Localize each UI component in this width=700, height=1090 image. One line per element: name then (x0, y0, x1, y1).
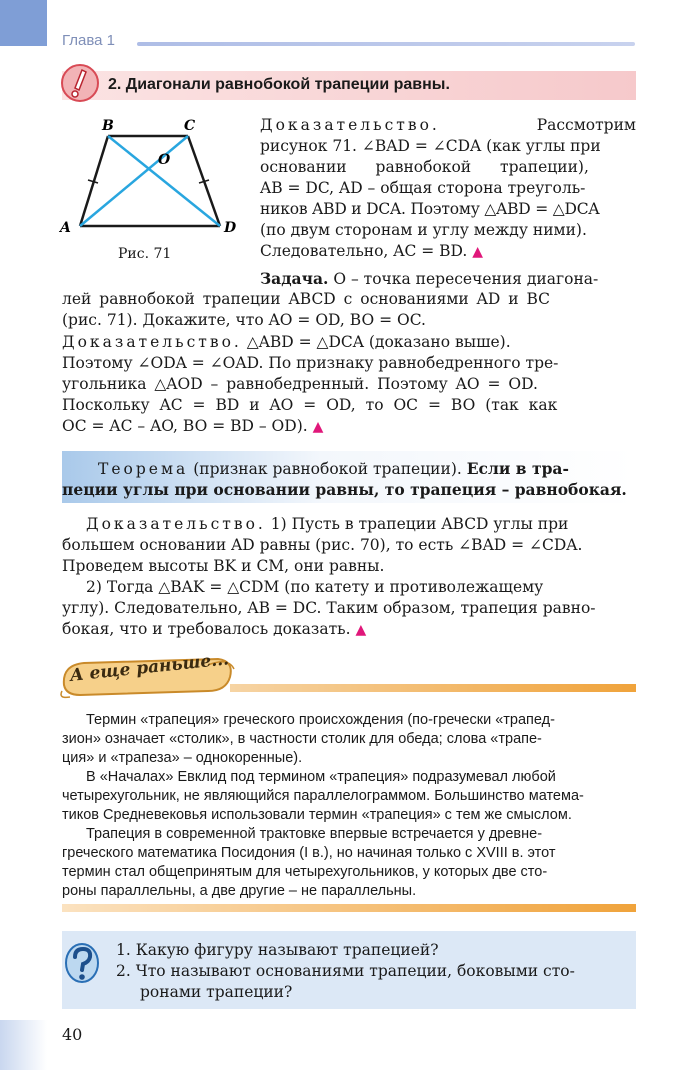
proof-3: Доказательство. 1) Пусть в трапеции ABCD углы при большем основании AD равны (рис. 70), то есть ∠BAD = ∠CDA. Проведем высоты BK и CM, они равны. 2) Тогда △BAK = △CDM (по катету и противолежащему углу). Следовательно, AB = DC. Таким образом, трапеция равно- бокая, что и требовалось доказать. ▲ (62, 515, 596, 638)
question-1: 1. Какую фигуру называют трапецией? (116, 941, 439, 959)
label-C: C (184, 118, 196, 134)
proof-2: Доказательство. △ABD = △DCA (доказано выше). Поэтому ∠ODA = ∠OAD. По признаку равнобедренного тре- угольника △AOD – равнобедренный. Поэтому AO = OD. Поскольку AC = BD и AO = OD, то OC = BO (так как OC = AC – AO, BO = BD – OD). ▲ (62, 333, 559, 435)
chapter-label: Глава 1 (62, 32, 116, 49)
task-body: лей равнобокой трапеции ABCD с основаниями AD и BC (рис. 71). Докажите, что AO = OD, BO = OC. (62, 290, 551, 329)
page-number: 40 (62, 1025, 83, 1044)
end-of-proof-icon: ▲ (312, 419, 324, 435)
theorem-label: Теорема (98, 460, 189, 478)
task-label: Задача. (260, 269, 329, 288)
question-2-cont: ронами трапеции? (140, 983, 293, 1001)
header-rule (137, 42, 635, 46)
proof-1: Доказательство. Рассмотрим рисунок 71. ∠BAD = ∠CDA (как углы при основании равнобокой трапеции), AB = DC, AD – общая сторона треуголь- ников ABD и DCA. Поэтому △ABD = △DCA (по двум сторонам и углу между ними). Следовательно, AC = BD. ▲ (260, 116, 636, 260)
history-end-rule (62, 904, 636, 912)
figure-caption: Рис. 71 (118, 246, 172, 262)
history-text: Термин «трапеция» греческого происхождения (по-гречески «трапед- зион» означает «столик», в частности столик для обеда; слова «трапе- ция» и «трапеза» – однокоренные). В «Началах» Евклид под термином «трапеция» подразумевал любой четырехугольник, не являющийся параллелограммом. Большинство матема- тиков Средневековья использовали термин «трапеция» с тем же смыслом. Трапеция в современной трактовке впервые встречается у древне- греческого математика Посидония (I в.), но начиная только с XVIII в. этот термин стал общепринятым для четырехугольников, у которых две сто- роны параллельны, а две другие – не параллельны. (62, 712, 584, 899)
history-badge-label: А еще раньше... (68, 649, 230, 686)
exclamation-icon (60, 63, 100, 103)
proof-2-label: Доказательство. (62, 333, 242, 351)
proof-3-label: Доказательство. (86, 515, 266, 533)
property-title: 2. Диагонали равнобокой трапеции равны. (108, 76, 450, 93)
label-B: B (102, 118, 114, 134)
end-of-proof-icon: ▲ (472, 244, 484, 260)
corner-tab-top (0, 0, 47, 46)
theorem-text-2: пеции углы при основании равны, то трапеция – равнобокая. (62, 480, 627, 499)
questions-list (116, 940, 636, 1003)
corner-tab-bottom (0, 1020, 47, 1070)
label-A: A (60, 220, 71, 236)
question-2: 2. Что называют основаниями трапеции, боковыми сто- (116, 962, 575, 980)
label-D: D (224, 220, 237, 236)
theorem-text: Теорема (признак равнобокой трапеции). Если в тра- (98, 459, 569, 478)
history-rule (230, 684, 636, 692)
label-O: O (158, 152, 171, 168)
question-mark-icon (62, 941, 102, 985)
trapezoid-figure (58, 114, 248, 244)
proof-1-label: Доказательство. (260, 116, 440, 134)
end-of-proof-icon: ▲ (355, 622, 367, 638)
task-line-1: Задача. O – точка пересечения диагона- (260, 269, 599, 288)
